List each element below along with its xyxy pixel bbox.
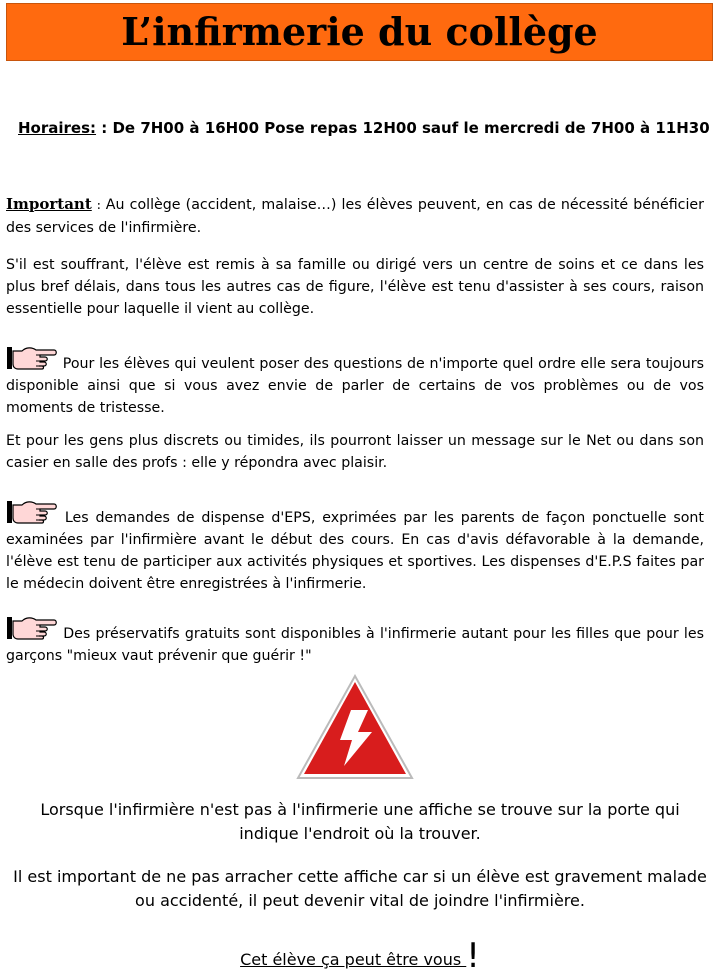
pointing-hand-icon	[6, 616, 58, 640]
notice-poster-paragraph: Lorsque l'infirmière n'est pas à l'infirmerie une affiche se trouve sur la porte qui indique l'endroit où la trouver.	[40, 800, 680, 843]
discreet-paragraph: Et pour les gens plus discrets ou timides, ils pourront laisser un message sur le Net ou dans son casier en salle des profs : elle y répondra avec plaisir.	[6, 433, 704, 471]
condoms-text: Des préservatifs gratuits sont disponibles à l'infirmerie autant pour les filles que pour les garçons "mieux vaut prévenir que guérir !"	[6, 626, 704, 664]
pointing-hand-icon	[6, 500, 58, 524]
condoms-paragraph	[6, 616, 704, 667]
eps-text: Les demandes de dispense d'EPS, exprimées par les parents de façon ponctuelle sont examinées par l'infirmière avant le début des cours. En cas d'avis défavorable à la demande, l'élève est tenu de participer aux activités physiques et sportives. Les dispenses d'E.P.S faites par le médecin doivent être enregistrées à l'infirmerie.	[6, 510, 704, 592]
sick-student-paragraph: S'il est souffrant, l'élève est remis à sa famille ou dirigé vers un centre de soins et ce dans les plus bref délais, dans tous les autres cas de figure, l'élève est tenu d'assister à ses cours, raison essentielle pour laquelle il vient au collège.	[6, 257, 704, 317]
high-voltage-warning-icon	[296, 674, 414, 780]
important-label: Important	[6, 195, 92, 213]
pointing-hand-icon	[6, 346, 58, 370]
title-banner	[6, 3, 713, 61]
hours-label: Horaires:	[18, 119, 97, 137]
eps-paragraph	[6, 500, 704, 595]
questions-text: Pour les élèves qui veulent poser des questions de n'importe quel ordre elle sera toujours disponible ainsi que si vous avez envie de parler de certains de vos problèmes ou de vos moments de tristesse.	[6, 356, 704, 416]
important-colon: :	[91, 198, 106, 213]
notice-warning-paragraph: Il est important de ne pas arracher cette affiche car si un élève est gravement malade ou accidenté, il peut devenir vital de joindre l'infirmière.	[13, 867, 707, 910]
opening-hours	[18, 119, 708, 137]
closing-text: Cet élève ça peut être vous	[240, 950, 467, 969]
questions-paragraph	[6, 346, 704, 419]
important-paragraph	[6, 193, 704, 239]
important-text: Au collège (accident, malaise…) les élèves peuvent, en cas de nécessité bénéficier des services de l'infirmière.	[6, 197, 704, 236]
closing-exclamation: !	[466, 936, 480, 976]
closing-line	[10, 936, 710, 976]
page-title: L’infirmerie du collège	[121, 9, 598, 54]
hours-text: : De 7H00 à 16H00 Pose repas 12H00 sauf le mercredi de 7H00 à 11H30	[96, 119, 710, 137]
